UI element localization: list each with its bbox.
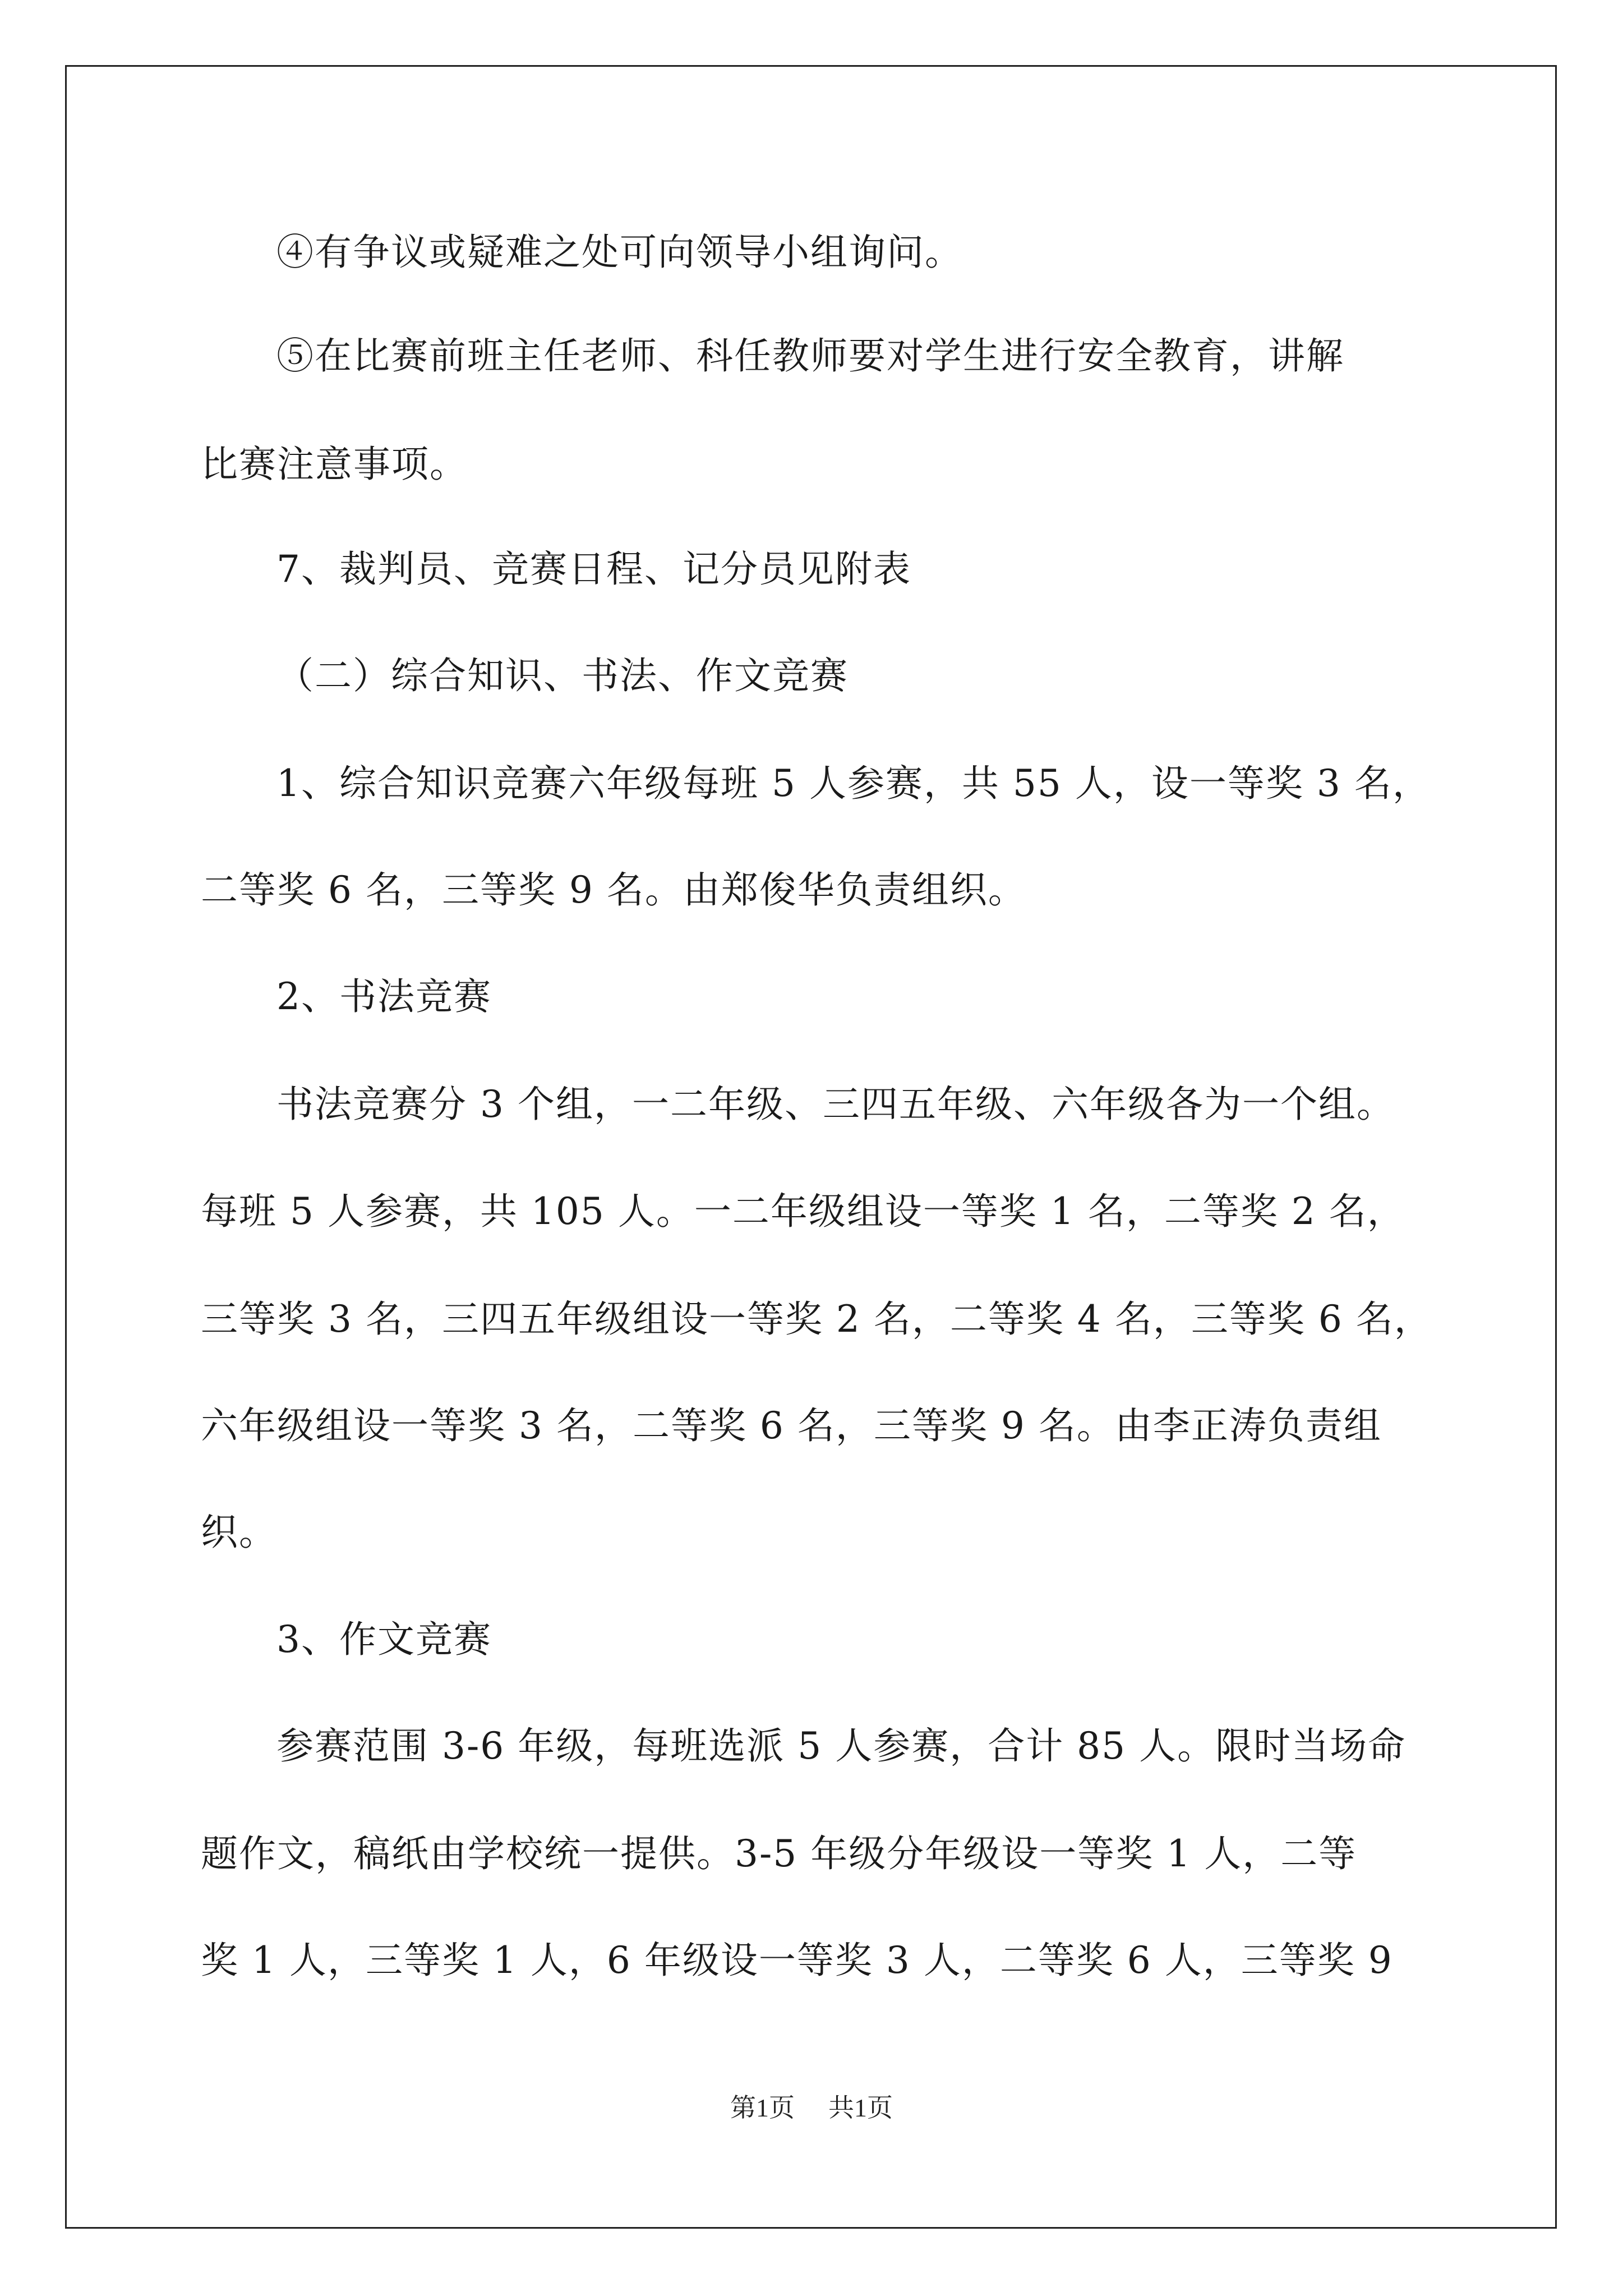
text-line: 织。 — [201, 1511, 277, 1554]
text-line: 7、裁判员、竞赛日程、记分员见附表 — [276, 547, 911, 591]
text-line: 1、综合知识竞赛六年级每班 5 人参赛，共 55 人，设一等奖 3 名， — [276, 762, 1431, 805]
text-line: 比赛注意事项。 — [201, 443, 468, 486]
text-line: 奖 1 人，三等奖 1 人，6 年级设一等奖 3 人，二等奖 6 人，三等奖 9 — [201, 1939, 1393, 1982]
text-line: 书法竞赛分 3 个组，一二年级、三四五年级、六年级各为一个组。 — [276, 1083, 1395, 1126]
page-footer — [0, 2092, 1623, 2124]
text-line: 六年级组设一等奖 3 名，二等奖 6 名，三等奖 9 名。由李正涛负责组 — [201, 1404, 1382, 1447]
subsection-heading: 2、书法竞赛 — [276, 975, 492, 1018]
text-line: 二等奖 6 名，三等奖 9 名。由郑俊华负责组织。 — [201, 868, 1026, 912]
text-line: 三等奖 3 名，三四五年级组设一等奖 2 名，二等奖 4 名，三等奖 6 名， — [201, 1297, 1432, 1341]
page-count: 共1页 — [828, 2093, 893, 2122]
text-line: 题作文，稿纸由学校统一提供。3-5 年级分年级设一等奖 1 人，二等 — [201, 1832, 1357, 1875]
page-frame — [65, 65, 1557, 2229]
page-number: 第1页 — [730, 2093, 795, 2122]
text-line: 参赛范围 3-6 年级，每班选派 5 人参赛，合计 85 人。限时当场命 — [276, 1724, 1407, 1768]
text-line: 每班 5 人参赛，共 105 人。一二年级组设一等奖 1 名，二等奖 2 名， — [201, 1190, 1405, 1233]
subsection-heading: 3、作文竞赛 — [276, 1618, 492, 1661]
section-heading: （二）综合知识、书法、作文竞赛 — [276, 654, 849, 697]
text-line: ⑤在比赛前班主任老师、科任教师要对学生进行安全教育，讲解 — [276, 334, 1344, 378]
text-line: ④有争议或疑难之处可向领导小组询问。 — [276, 231, 963, 274]
